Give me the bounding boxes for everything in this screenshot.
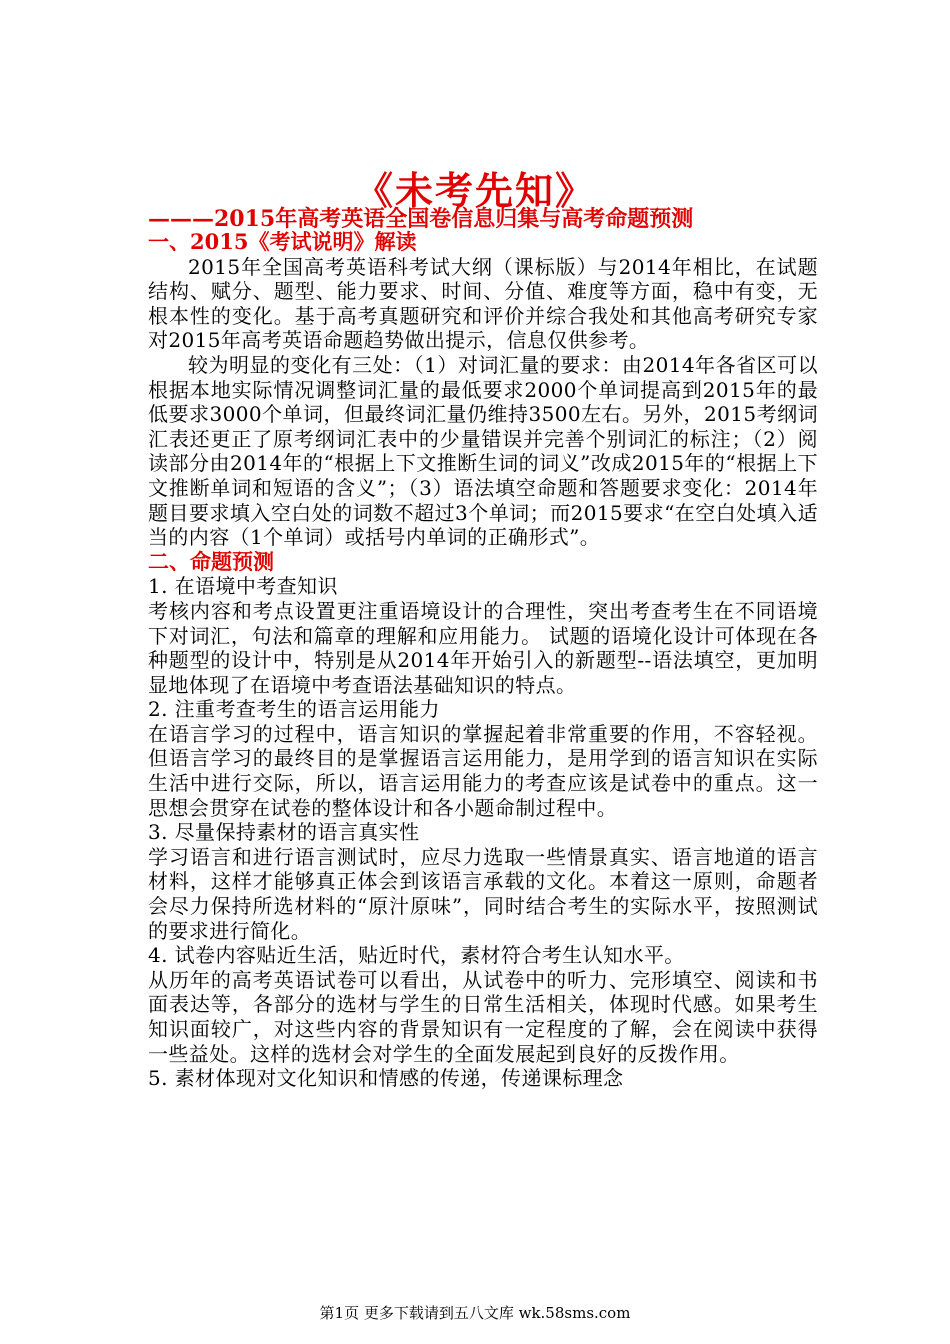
section-heading-1: 一、2015《考试说明》解读	[148, 229, 417, 254]
paragraph: 2015年全国高考英语科考试大纲（课标版）与2014年相比，在试题结构、赋分、题型、能力要求、时间、分值、难度等方面，稳中有变，无根本性的变化。基于高考真题研究和评价并综合我处和其他高考研究专家对2015年高考英语命题趋势做出提示，信息仅供参考。	[148, 254, 818, 353]
item-title: 1. 在语境中考查知识	[148, 574, 338, 599]
list-item	[148, 943, 818, 1066]
list-item	[148, 1066, 818, 1091]
item-body: 学习语言和进行语言测试时，应尽力选取一些情景真实、语言地道的语言材料，这样才能够真正体会到该语言承载的文化。本着这一原则，命题者会尽力保持所选材料的“原汁原味”，同时结合考生的实际水平，按照测试的要求进行简化。	[148, 844, 818, 943]
list-item	[148, 820, 818, 943]
document-title: 《未考先知》	[354, 168, 595, 213]
paragraph: 较为明显的变化有三处：（1）对词汇量的要求：由2014年各省区可以根据本地实际情况调整词汇量的最低要求2000个单词提高到2015年的最低要求3000个单词，但最终词汇量仍维持3500左右。另外，2015考纲词汇表还更正了原考纲词汇表中的少量错误并完善个别词汇的标注；（2）阅读部分由2014年的“根据上下文推断生词的词义”改成2015年的“根据上下文推断单词和短语的含义”；（3）语法填空命题和答题要求变化：2014年题目要求填入空白处的词数不超过3个单词；而2015要求“在空白处填入适当的内容（1个单词）或括号内单词的正确形式”。	[148, 352, 818, 550]
list-item	[148, 697, 818, 820]
item-title: 5. 素材体现对文化知识和情感的传递，传递课标理念	[148, 1066, 624, 1091]
document-body	[148, 230, 818, 1091]
item-title: 2. 注重考查考生的语言运用能力	[148, 697, 440, 722]
list-item	[148, 574, 818, 697]
page-footer: 第1页 更多下载请到五八文库 wk.58sms.com	[319, 1304, 631, 1322]
item-body: 在语言学习的过程中，语言知识的掌握起着非常重要的作用，不容轻视。但语言学习的最终目的是掌握语言运用能力，是用学到的语言知识在实际生活中进行交际，所以，语言运用能力的考查应该是试卷中的重点。这一思想会贯穿在试卷的整体设计和各小题命制过程中。	[148, 721, 818, 820]
item-title: 3. 尽量保持素材的语言真实性	[148, 820, 420, 845]
item-body: 考核内容和考点设置更注重语境设计的合理性，突出考查考生在不同语境下对词汇，句法和篇章的理解和应用能力。 试题的语境化设计可体现在各种题型的设计中，特别是从2014年开始引入的新题型--语法填空，更加明显地体现了在语境中考查语法基础知识的特点。	[148, 598, 818, 697]
item-title: 4. 试卷内容贴近生活，贴近时代，素材符合考生认知水平。	[148, 943, 685, 968]
item-body: 从历年的高考英语试卷可以看出，从试卷中的听力、完形填空、阅读和书面表达等，各部分的选材与学生的日常生活相关，体现时代感。如果考生知识面较广，对这些内容的背景知识有一定程度的了解，会在阅读中获得一些益处。这样的选材会对学生的全面发展起到良好的反拨作用。	[148, 967, 818, 1066]
section-heading-2: 二、命题预测	[148, 548, 274, 574]
document-subtitle: ———2015年高考英语全国卷信息归集与高考命题预测	[148, 206, 694, 232]
